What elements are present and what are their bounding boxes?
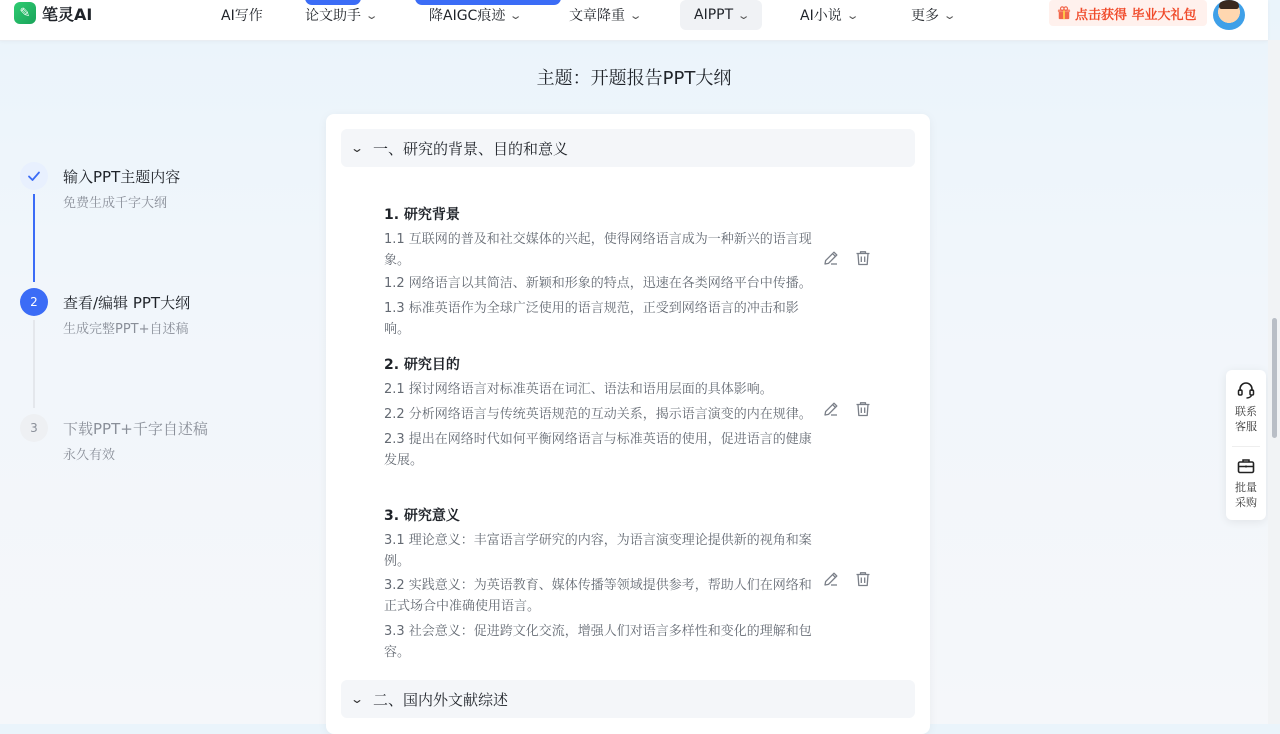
nav-label: 降AIGC痕迹: [429, 8, 506, 24]
service-label: 联系客服: [1235, 405, 1257, 433]
check-icon: [20, 162, 48, 190]
nav-item-aippt[interactable]: [680, 0, 762, 30]
nav-label: 更多: [911, 8, 939, 24]
floating-toolbar: [1226, 370, 1266, 520]
nav-item-ai-writing[interactable]: [221, 0, 263, 30]
trash-icon[interactable]: [854, 249, 872, 267]
briefcase-icon: [1236, 456, 1256, 476]
chevron-down-icon[interactable]: ⌄: [349, 692, 365, 706]
section-header[interactable]: [341, 129, 915, 167]
edit-icon[interactable]: [822, 570, 840, 588]
outline-point: 3.3 社会意义：促进跨文化交流，增强人们对语言多样性和变化的理解和包容。: [384, 624, 812, 660]
subsection-title: 2. 研究目的: [384, 357, 460, 373]
trash-icon[interactable]: [854, 570, 872, 588]
promo-label: 点击获得 毕业大礼包: [1075, 7, 1197, 23]
outline-card: [326, 114, 930, 734]
chevron-down-icon[interactable]: ⌄: [349, 141, 365, 155]
nav-item-reduce-aigc[interactable]: [429, 0, 521, 30]
step-subtitle: 免费生成千字大纲: [63, 196, 168, 211]
scrollbar[interactable]: [1268, 40, 1280, 724]
nav-badge: [415, 0, 561, 5]
chevron-down-icon: ⌄: [942, 8, 957, 22]
subsection-title: 1. 研究背景: [384, 207, 460, 223]
subsection-actions: [822, 249, 872, 267]
nav-item-paper-assistant[interactable]: [305, 0, 379, 30]
outline-point: 3.2 实践意义：为英语教育、媒体传播等领域提供参考，帮助人们在网络和正式场合中准确使用语言。: [384, 578, 812, 614]
step-number: 2: [20, 288, 48, 316]
nav-label: AI小说: [800, 8, 842, 24]
bulk-purchase-button[interactable]: [1226, 456, 1266, 510]
promo-button[interactable]: [1049, 0, 1207, 26]
subsection-actions: [822, 570, 872, 588]
outline-point: 2.1 探讨网络语言对标准英语在词汇、语法和语用层面的具体影响。: [384, 382, 773, 397]
page-title: 主题：开题报告PPT大纲: [536, 68, 732, 89]
top-nav: [0, 0, 1268, 41]
nav-label: 论文助手: [305, 8, 361, 24]
nav-label: AIPPT: [694, 7, 734, 23]
step-number: 3: [20, 414, 48, 442]
chevron-down-icon: ⌄: [509, 8, 523, 22]
chevron-down-icon: ⌄: [628, 8, 643, 22]
chevron-down-icon: ⌄: [736, 8, 751, 22]
step-subtitle: 生成完整PPT+自述稿: [63, 322, 189, 337]
logo-icon: ✎: [14, 2, 36, 24]
step-title: 查看/编辑 PPT大纲: [63, 294, 191, 312]
headset-icon: [1236, 380, 1256, 400]
nav-item-more[interactable]: [911, 0, 957, 30]
nav-badge: [305, 0, 361, 5]
outline-point: 2.3 提出在网络时代如何平衡网络语言与标准英语的使用，促进语言的健康发展。: [384, 432, 812, 468]
step-connector: [33, 320, 35, 408]
step-title: 输入PPT主题内容: [63, 168, 181, 186]
divider: [1232, 446, 1260, 447]
step-title: 下载PPT+千字自述稿: [63, 420, 208, 438]
step-connector: [33, 194, 35, 282]
subsection-title: 3. 研究意义: [384, 508, 460, 524]
gift-icon: [1057, 6, 1071, 20]
section-header[interactable]: [341, 680, 915, 718]
brand-name: 笔灵AI: [42, 4, 93, 24]
scrollbar-thumb[interactable]: [1272, 318, 1277, 438]
nav-item-article-rewrite[interactable]: [569, 0, 643, 30]
section-title: 二、国内外文献综述: [373, 690, 509, 709]
edit-icon[interactable]: [822, 249, 840, 267]
nav-label: 文章降重: [569, 8, 625, 24]
outline-point: 2.2 分析网络语言与传统英语规范的互动关系，揭示语言演变的内在规律。: [384, 407, 812, 422]
outline-point: 1.1 互联网的普及和社交媒体的兴起，使得网络语言成为一种新兴的语言现象。: [384, 232, 812, 268]
trash-icon[interactable]: [854, 400, 872, 418]
nav-label: AI写作: [221, 8, 263, 24]
edit-icon[interactable]: [822, 400, 840, 418]
chevron-down-icon: ⌄: [364, 8, 379, 22]
step-subtitle: 永久有效: [63, 448, 116, 463]
nav-item-ai-novel[interactable]: [800, 0, 860, 30]
section-title: 一、研究的背景、目的和意义: [373, 139, 569, 158]
bulk-label: 批量采购: [1235, 481, 1257, 509]
logo[interactable]: [14, 0, 92, 26]
chevron-down-icon: ⌄: [845, 8, 860, 22]
avatar[interactable]: [1213, 0, 1245, 30]
outline-point: 3.1 理论意义：丰富语言学研究的内容，为语言演变理论提供新的视角和案例。: [384, 533, 812, 569]
customer-service-button[interactable]: [1226, 380, 1266, 434]
outline-point: 1.3 标准英语作为全球广泛使用的语言规范，正受到网络语言的冲击和影响。: [384, 301, 799, 337]
subsection-actions: [822, 400, 872, 418]
outline-point: 1.2 网络语言以其简洁、新颖和形象的特点，迅速在各类网络平台中传播。: [384, 276, 812, 291]
